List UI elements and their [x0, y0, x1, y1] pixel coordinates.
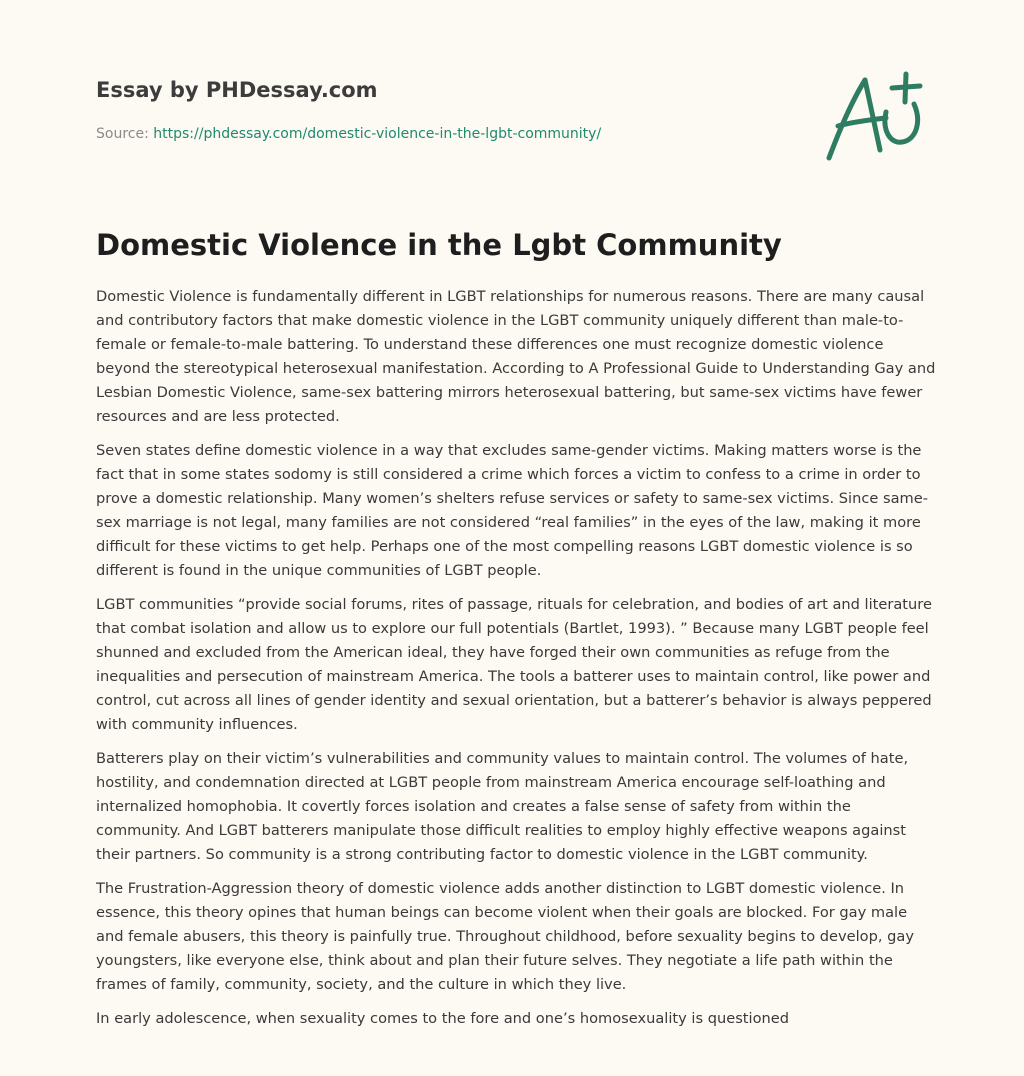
source-line [96, 124, 796, 144]
essay-paragraph: Domestic Violence is fundamentally different in LGBT relationships for numerous reasons. There are many causal and contributory factors that make domestic violence in the LGBT community uniquely different than male-to-female or female-to-male battering. To understand these differences one must recognize domestic violence beyond the stereotypical heterosexual manifestation. According to A Professional Guide to Understanding Gay and Lesbian Domestic Violence, same-sex battering mirrors heterosexual battering, but same-sex victims have fewer resources and are less protected. [96, 288, 936, 425]
page-header [96, 76, 796, 144]
essay-paragraph: LGBT communities “provide social forums, rites of passage, rituals for celebration, and bodies of art and literature that combat isolation and allow us to explore our full potentials (Bartlet, 1993). ” Because many LGBT people feel shunned and excluded from the American ideal, they have forged their own communities as refuge from the inequalities and persecution of mainstream America. The tools a batterer uses to maintain control, like power and control, cut across all lines of gender identity and sexual orientation, but a batterer’s behavior is always peppered with community influences. [96, 596, 932, 733]
source-label: Source: [96, 126, 154, 142]
essay-paragraph: Seven states define domestic violence in a way that excludes same-gender victims. Making matters worse is the fact that in some states sodomy is still considered a crime which forces a victim to confess to a crime in order to prove a domestic relationship. Many women’s shelters refuse services or safety to same-sex victims. Since same-sex marriage is not legal, many families are not considered “real families” in the eyes of the law, making it more difficult for these victims to get help. Perhaps one of the most compelling reasons LGBT domestic violence is so different is found in the unique communities of LGBT people. [96, 442, 928, 579]
essay-paragraph: Batterers play on their victim’s vulnerabilities and community values to maintain control. The volumes of hate, hostility, and condemnation directed at LGBT people from mainstream America encourage self-loathing and internalized homophobia. It covertly forces isolation and creates a false sense of safety from within the community. And LGBT batterers manipulate those difficult realities to employ highly effective weapons against their partners. So community is a strong contributing factor to domestic violence in the LGBT community. [96, 750, 909, 863]
site-brand: Essay by PHDessay.com [96, 78, 378, 102]
essay-body [96, 285, 936, 1041]
source-link[interactable]: https://phdessay.com/domestic-violence-in-the-lgbt-community/ [153, 126, 602, 142]
essay-title: Domestic Violence in the Lgbt Community [96, 228, 782, 262]
essay-paragraph: The Frustration-Aggression theory of domestic violence adds another distinction to LGBT domestic violence. In essence, this theory opines that human beings can become violent when their goals are blocked. For gay male and female abusers, this theory is painfully true. Throughout childhood, before sexuality begins to develop, gay youngsters, like everyone else, think about and plan their future selves. They negotiate a life path within the frames of family, community, society, and the culture in which they live. [96, 880, 914, 993]
essay-paragraph: In early adolescence, when sexuality comes to the fore and one’s homosexuality is questioned [96, 1010, 789, 1027]
a-plus-grade-icon [820, 64, 930, 168]
